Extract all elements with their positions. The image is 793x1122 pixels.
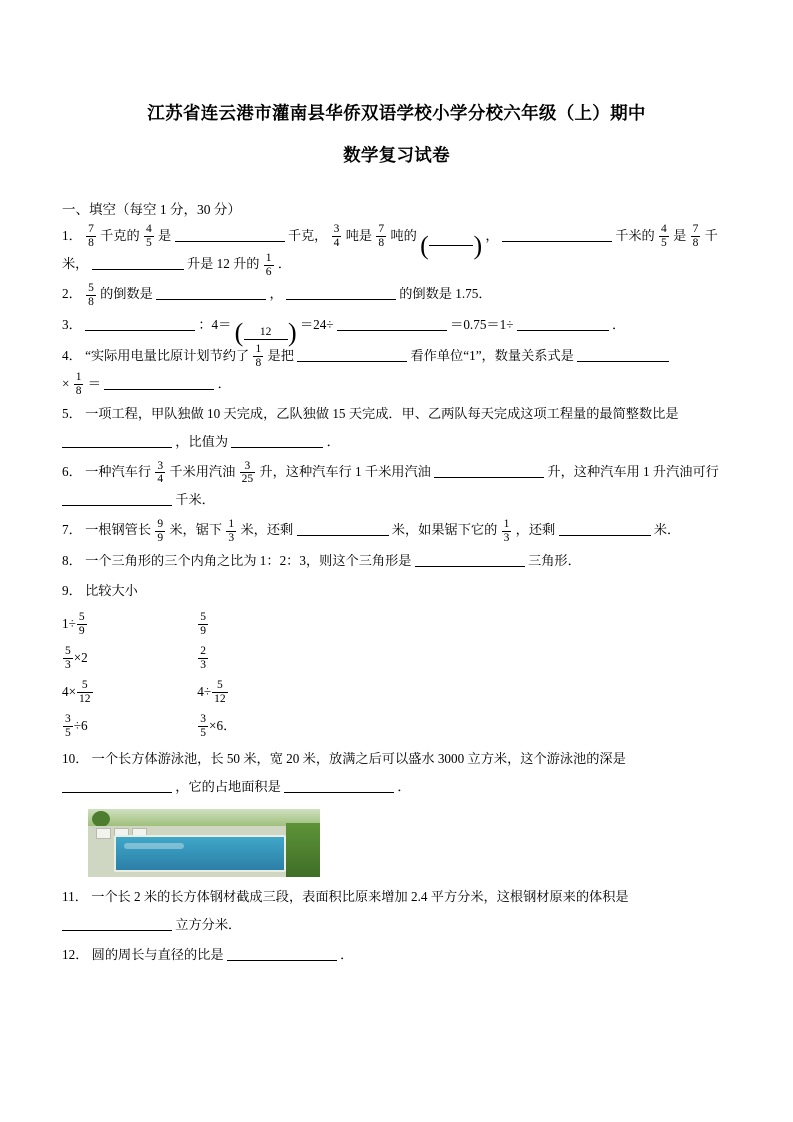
q2-text-2: ， xyxy=(269,286,283,302)
compare-row-3 xyxy=(62,675,731,709)
answer-blank[interactable] xyxy=(415,553,525,567)
q1-text-3: 千克， xyxy=(287,228,328,243)
answer-blank[interactable] xyxy=(517,317,609,331)
answer-blank[interactable] xyxy=(62,435,172,449)
question-3 xyxy=(62,311,731,340)
q3-text-3: ＝0.75＝1÷ xyxy=(450,316,514,332)
q9-text-1: 比较大小 xyxy=(85,582,138,598)
compare-left-3 xyxy=(62,675,194,709)
q11-text-2: 立方分米． xyxy=(175,916,242,932)
compare-row-1 xyxy=(62,607,731,641)
question-11-number: 11． xyxy=(62,888,88,904)
compare-left-4 xyxy=(62,709,194,743)
answer-blank[interactable] xyxy=(297,523,389,537)
q1-text-4: 吨是 xyxy=(345,228,373,243)
question-10 xyxy=(62,745,731,801)
q10-text-3: ． xyxy=(397,778,411,794)
question-4-number: 4． xyxy=(62,347,82,363)
compare-row-4 xyxy=(62,709,731,743)
fraction-3-5: $\frac{3}{5}$ xyxy=(65,712,71,739)
fraction-7-8-b: $\frac{7}{8}$ xyxy=(378,223,385,250)
answer-blank[interactable] xyxy=(559,523,651,537)
answer-blank[interactable] xyxy=(231,435,323,449)
compare-left-2 xyxy=(62,641,194,675)
answer-blank[interactable] xyxy=(62,917,172,931)
question-12 xyxy=(62,941,731,969)
answer-blank[interactable] xyxy=(337,317,447,331)
answer-blank[interactable] xyxy=(175,228,285,242)
q3-text-1: ：4＝ xyxy=(198,316,232,332)
compare-row-2 xyxy=(62,641,731,675)
answer-blank[interactable] xyxy=(297,348,407,362)
q1-text-10: 升是 12 升的 xyxy=(186,256,260,272)
answer-blank[interactable] xyxy=(92,257,184,271)
fraction-5-9-b: $\frac{5}{9}$ xyxy=(200,610,207,637)
page-title-line1: 江苏省连云港市灌南县华侨双语学校小学分校六年级（上）期中 xyxy=(147,103,646,123)
answer-blank[interactable] xyxy=(156,287,266,301)
page-title xyxy=(62,92,731,176)
pool-image-tree xyxy=(92,811,110,827)
q1-text-6: ， xyxy=(485,228,499,243)
answer-blank[interactable] xyxy=(104,376,214,390)
answer-blank[interactable] xyxy=(434,465,544,479)
compare-right-3 xyxy=(197,675,228,709)
q5-text-2: ，比值为 xyxy=(175,434,229,450)
q8-text-1: 一个三角形的三个内角之比为 1：2：3，则这个三角形是 xyxy=(85,552,412,568)
q10-text-1: 一个长方体游泳池，长 50 米，宽 20 米，放满之后可以盛水 3000 立方米，这个游泳池的深是 xyxy=(91,750,626,766)
fraction-3-5-b: $\frac{3}{5}$ xyxy=(200,712,207,739)
q6-text-1: 一种汽车行 xyxy=(85,464,152,480)
answer-blank[interactable] xyxy=(227,947,337,961)
question-7-number: 7． xyxy=(62,522,82,538)
q6-text-4: 升，这种汽车用 1 升汽油可行 xyxy=(547,464,719,480)
q4-text-5: ＝ xyxy=(87,375,101,391)
question-2-number: 2． xyxy=(62,286,82,302)
pool-image-water xyxy=(114,835,286,872)
q7-text-3: 米，还剩 xyxy=(240,522,294,538)
q1-text-11: ． xyxy=(277,256,292,272)
q1-text-8: 是 xyxy=(673,228,687,243)
question-8-number: 8． xyxy=(62,552,82,568)
question-5-number: 5． xyxy=(62,406,82,422)
question-9 xyxy=(62,577,731,605)
q10-text-2: ，它的占地面积是 xyxy=(175,778,281,794)
compare-right-4 xyxy=(197,709,236,743)
q4-text-4: × xyxy=(62,375,70,391)
page-title-line2: 数学复习试卷 xyxy=(343,145,450,165)
question-1-number: 1． xyxy=(62,228,82,243)
pool-image-hedge xyxy=(286,823,320,877)
q8-text-2: 三角形． xyxy=(528,552,581,568)
swimming-pool-image xyxy=(88,809,320,877)
fraction-1-8-b: $\frac{1}{8}$ xyxy=(75,371,82,398)
q4-text-3: 看作单位“1”，数量关系式是 xyxy=(410,347,574,363)
question-4 xyxy=(62,342,731,398)
fraction-1-8: $\frac{1}{8}$ xyxy=(255,343,262,370)
fraction-2-3: $\frac{2}{3}$ xyxy=(200,644,207,671)
q6-text-2: 千米用汽油 xyxy=(169,464,236,480)
fraction-5-8: $\frac{5}{8}$ xyxy=(88,281,94,308)
compare-left-1 xyxy=(62,607,194,641)
fraction-7-8-c: $\frac{7}{8}$ xyxy=(692,223,699,250)
question-11 xyxy=(62,883,731,939)
compare-right-suffix: ×6． xyxy=(209,717,237,733)
q12-text-1: 圆的周长与直径的比是 xyxy=(91,946,224,962)
q5-text-1: 一项工程，甲队独做 10 天完成，乙队独做 15 天完成．甲、乙两队每天完成这项工程量的最简整数比是 xyxy=(85,406,679,422)
q1-text-9: 千米， xyxy=(62,228,718,272)
q1-text-1: 千克的 xyxy=(100,228,140,243)
fraction-5-9: $\frac{5}{9}$ xyxy=(78,610,85,637)
answer-blank[interactable] xyxy=(284,779,394,793)
question-3-number: 3． xyxy=(62,316,82,332)
fraction-5-12-b: $\frac{5}{12}$ xyxy=(214,678,226,705)
fraction-3-4-b: $\frac{3}{4}$ xyxy=(157,459,164,486)
fraction-7-8: $\frac{7}{8}$ xyxy=(88,223,94,250)
compare-right-1 xyxy=(197,607,209,641)
compare-left-prefix: 1÷ xyxy=(62,615,76,631)
answer-blank-paren-pair[interactable] xyxy=(420,245,482,246)
answer-blank-paren-fraction[interactable]: ( 12 ) xyxy=(235,326,297,340)
q1-text-5: 吨的 xyxy=(390,228,417,243)
fraction-4-5: $\frac{4}{5}$ xyxy=(145,223,152,250)
question-8 xyxy=(62,547,731,575)
q2-text-1: 的倒数是 xyxy=(100,286,153,302)
question-5 xyxy=(62,400,731,456)
compare-right-2 xyxy=(197,641,209,675)
question-2 xyxy=(62,280,731,308)
question-7 xyxy=(62,516,731,544)
section-heading-fill-in-blank: 一、填空（每空 1 分，30 分） xyxy=(62,202,241,217)
fraction-9-9: $\frac{9}{9}$ xyxy=(157,517,164,544)
question-9-number: 9． xyxy=(62,582,82,598)
question-12-number: 12． xyxy=(62,946,89,962)
q3-text-4: ． xyxy=(612,316,626,332)
question-6-number: 6． xyxy=(62,464,82,480)
q7-text-6: 米． xyxy=(653,522,681,538)
answer-blank[interactable] xyxy=(502,228,612,242)
q7-text-2: 米，锯下 xyxy=(169,522,223,538)
q3-text-2: ＝24÷ xyxy=(299,316,334,332)
fraction-3-4: $\frac{3}{4}$ xyxy=(333,223,340,250)
compare-right-prefix: 4÷ xyxy=(197,683,212,699)
q7-text-5: ，还剩 xyxy=(515,522,556,538)
q11-text-1: 一个长 2 米的长方体钢材截成三段，表面积比原来增加 2.4 平方分米，这根钢材原来的体积是 xyxy=(91,888,629,904)
answer-blank[interactable] xyxy=(286,287,396,301)
answer-blank[interactable] xyxy=(577,348,669,362)
q7-text-4: 米，如果锯下它的 xyxy=(391,522,498,538)
q4-text-1: “实际用电量比原计划节约了 xyxy=(85,347,250,363)
question-10-number: 10． xyxy=(62,750,89,766)
q6-text-3: 升，这种汽车行 1 千米用汽油 xyxy=(259,464,431,480)
pool-image-chair xyxy=(96,828,111,839)
q1-text-7: 千米的 xyxy=(615,228,655,243)
compare-left-prefix: 4× xyxy=(62,683,77,699)
fraction-1-3: $\frac{1}{3}$ xyxy=(228,517,235,544)
question-1 xyxy=(62,222,731,278)
answer-blank[interactable] xyxy=(62,779,172,793)
q4-text-6: ． xyxy=(217,375,231,391)
fraction-4-5-b: $\frac{4}{5}$ xyxy=(661,223,667,250)
q7-text-1: 一根钢管长 xyxy=(85,522,152,538)
fraction-5-12: $\frac{5}{12}$ xyxy=(79,678,91,705)
q2-text-3: 的倒数是 1.75． xyxy=(399,286,492,302)
answer-blank[interactable] xyxy=(85,317,195,331)
compare-left-suffix: ×2 xyxy=(73,649,88,665)
q6-text-5: 千米． xyxy=(175,492,215,508)
fraction-1-3-b: $\frac{1}{3}$ xyxy=(503,517,510,544)
q4-text-2: 是把 xyxy=(267,347,294,363)
fraction-3-25: $\frac{3}{25}$ xyxy=(241,459,254,486)
q12-text-2: ． xyxy=(340,946,354,962)
q5-text-3: ． xyxy=(326,434,340,450)
fraction-1-6: $\frac{1}{6}$ xyxy=(265,251,272,278)
answer-blank[interactable] xyxy=(62,493,172,507)
fraction-5-3: $\frac{5}{3}$ xyxy=(65,644,71,671)
compare-left-suffix: ÷6 xyxy=(73,717,88,733)
question-6 xyxy=(62,458,731,514)
q1-text-2: 是 xyxy=(158,228,172,243)
